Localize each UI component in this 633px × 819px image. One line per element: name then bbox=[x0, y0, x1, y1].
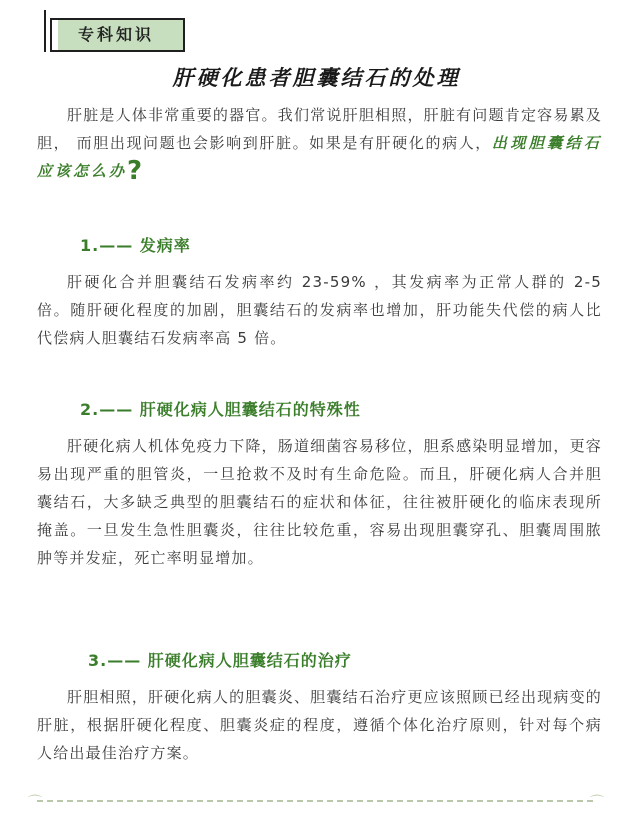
question-mark: ? bbox=[127, 156, 144, 186]
tag-frame-line bbox=[44, 10, 46, 52]
bottom-divider bbox=[37, 800, 593, 802]
intro-handwritten-question: 出现胆囊结石应该怎么办 bbox=[37, 134, 602, 180]
intro-paragraph bbox=[37, 101, 602, 185]
section-1-heading: 1.—— 发病率 bbox=[80, 236, 191, 255]
article-title: 肝硬化患者胆囊结石的处理 bbox=[172, 65, 461, 90]
section-2-heading: 2.—— 肝硬化病人胆囊结石的特殊性 bbox=[80, 400, 361, 419]
category-tag: 专科知识 bbox=[78, 25, 155, 44]
divider-curl-left: ⌒ bbox=[28, 795, 42, 811]
intro-text: 肝脏是人体非常重要的器官。我们常说肝胆相照，肝脏有问题肯定容易累及胆， 而胆出现问题也会影响到肝脏。如果是有肝硬化的病人， bbox=[37, 106, 602, 152]
section-3-heading: 3.—— 肝硬化病人胆囊结石的治疗 bbox=[88, 651, 352, 670]
section-1-body: 肝硬化合并胆囊结石发病率约 23-59% ，其发病率为正常人群的 2-5 倍。随肝硬化程度的加剧，胆囊结石的发病率也增加，肝功能失代偿的病人比代偿病人胆囊结石发病率高 5 倍。 bbox=[37, 273, 602, 347]
divider-curl-right: ⌒ bbox=[590, 795, 604, 811]
section-2-body: 肝硬化病人机体免疫力下降，肠道细菌容易移位，胆系感染明显增加，更容易出现严重的胆管炎，一旦抢救不及时有生命危险。而且，肝硬化病人合并胆囊结石，大多缺乏典型的胆囊结石的症状和体征，往往被肝硬化的临床表现所掩盖。一旦发生急性胆囊炎，往往比较危重，容易出现胆囊穿孔、胆囊周围脓肿等并发症，死亡率明显增加。 bbox=[37, 437, 602, 567]
section-3-body: 肝胆相照，肝硬化病人的胆囊炎、胆囊结石治疗更应该照顾已经出现病变的肝脏，根据肝硬化程度、胆囊炎症的程度，遵循个体化治疗原则，针对每个病人给出最佳治疗方案。 bbox=[37, 688, 602, 762]
